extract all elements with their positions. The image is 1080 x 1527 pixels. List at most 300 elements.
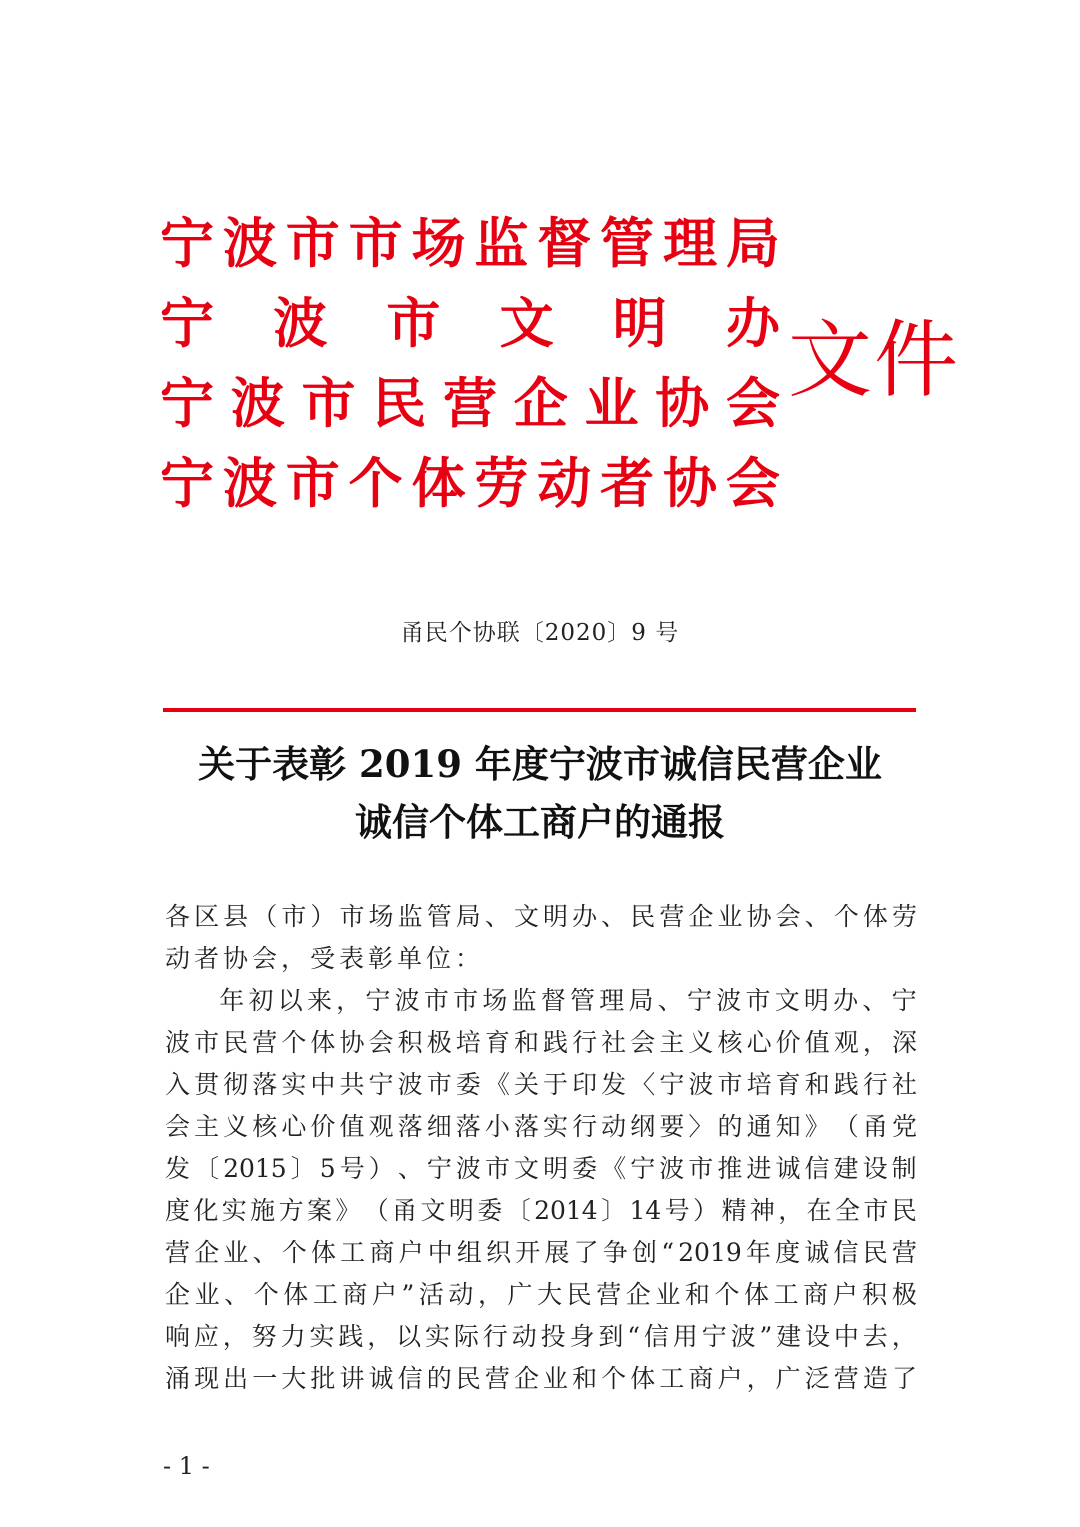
text-glyph: 市 [339, 902, 365, 931]
text-glyph: 宁 [365, 986, 391, 1015]
text-glyph: 行 [572, 1028, 598, 1057]
text-glyph: 市 [745, 986, 771, 1015]
text-glyph: 企 [165, 1280, 191, 1309]
text-glyph: 县 [223, 902, 249, 931]
text-glyph: 企 [194, 1238, 220, 1267]
text-glyph: 去 [862, 1322, 888, 1351]
document-type-label: 文件 [788, 311, 961, 409]
text-glyph: 批 [310, 1364, 336, 1393]
text-glyph: 发 [165, 1154, 191, 1183]
text-glyph: 响 [165, 1322, 191, 1351]
text-glyph: 《 [601, 1154, 627, 1183]
text-glyph: 宁 [160, 212, 214, 275]
text-glyph: 〔 [194, 1154, 220, 1183]
text-glyph: 践 [833, 1070, 859, 1099]
text-glyph: 一 [252, 1364, 278, 1393]
text-glyph: 初 [248, 986, 274, 1015]
text-glyph: ” [401, 1280, 415, 1309]
text-glyph: 值 [804, 1028, 830, 1057]
body-line: 动者协会，受表彰单位： [165, 944, 485, 973]
text-glyph: 协 [339, 1028, 365, 1057]
text-glyph: 体 [283, 1280, 309, 1309]
text-glyph: 、 [224, 1280, 250, 1309]
text-glyph: 实 [221, 1196, 247, 1225]
text-glyph: 市 [301, 372, 356, 435]
text-glyph: 信 [833, 1238, 859, 1267]
text-glyph: 监 [511, 986, 537, 1015]
text-glyph: 和 [572, 1364, 598, 1393]
text-glyph: 义 [688, 1028, 714, 1057]
text-glyph: 波 [394, 986, 420, 1015]
text-glyph: 市 [348, 212, 403, 275]
text-glyph: 社 [601, 1028, 627, 1057]
text-glyph: 波 [397, 1070, 423, 1099]
text-glyph: 应 [193, 1322, 219, 1351]
text-glyph: 发 [601, 1070, 627, 1099]
text-glyph: 工 [773, 1280, 799, 1309]
issuer-line [160, 452, 780, 532]
text-glyph: 深 [891, 1028, 917, 1057]
text-glyph: 核 [717, 1028, 743, 1057]
text-glyph: 委 [455, 1070, 481, 1099]
text-glyph: 市 [453, 986, 479, 1015]
text-glyph: 》 [804, 1112, 830, 1141]
text-glyph: 波 [688, 1070, 714, 1099]
text-glyph: 明 [543, 902, 569, 931]
text-glyph: ， [222, 1322, 248, 1351]
text-glyph: 2015 [223, 1154, 287, 1183]
body-line [165, 1232, 917, 1274]
text-glyph: 个 [253, 1280, 279, 1309]
text-glyph: 营 [596, 1280, 622, 1309]
body-line [165, 1358, 917, 1400]
text-glyph: 实 [543, 1112, 569, 1141]
text-glyph: 育 [484, 1028, 510, 1057]
text-glyph: 民 [372, 372, 427, 435]
text-glyph: 观 [368, 1112, 394, 1141]
text-glyph: 市 [717, 1070, 743, 1099]
text-glyph: 价 [775, 1028, 801, 1057]
text-glyph: 宁 [891, 986, 917, 1015]
text-glyph: 体 [411, 452, 466, 515]
text-glyph: 者 [600, 452, 655, 515]
text-glyph: 市 [484, 1154, 510, 1183]
text-glyph: 甬 [392, 1196, 418, 1225]
text-glyph: 营 [443, 372, 497, 435]
text-glyph: 入 [165, 1070, 191, 1099]
text-glyph: 个 [833, 902, 859, 931]
text-glyph: 全 [835, 1196, 861, 1225]
text-glyph: 宁 [160, 292, 214, 355]
text-glyph: ” [759, 1322, 773, 1351]
text-glyph: 、 [252, 1238, 278, 1267]
text-glyph: ， [477, 1280, 503, 1309]
text-glyph: “ [661, 1238, 674, 1267]
text-glyph: 工 [659, 1364, 685, 1393]
text-glyph: 建 [833, 1154, 859, 1183]
text-glyph: 和 [684, 1280, 710, 1309]
text-glyph: 营 [659, 902, 685, 931]
text-glyph: 争 [602, 1238, 628, 1267]
text-glyph: 力 [280, 1322, 306, 1351]
text-glyph: 心 [281, 1112, 307, 1141]
text-glyph: 业 [194, 1280, 220, 1309]
text-glyph: 织 [486, 1238, 512, 1267]
text-glyph: 宁 [630, 1154, 656, 1183]
text-glyph: 彻 [223, 1070, 249, 1099]
text-glyph: 价 [310, 1112, 336, 1141]
text-glyph: 文 [420, 1196, 446, 1225]
text-glyph: 会 [165, 1112, 191, 1141]
text-glyph: 监 [397, 902, 423, 931]
text-glyph: ） [368, 1154, 394, 1183]
text-glyph: ， [778, 1196, 804, 1225]
text-glyph: 现 [194, 1364, 220, 1393]
text-glyph: 极 [891, 1280, 917, 1309]
text-glyph: ， [746, 1364, 772, 1393]
text-glyph: 明 [803, 986, 829, 1015]
text-glyph: 开 [515, 1238, 541, 1267]
text-glyph: 、 [657, 986, 683, 1015]
text-glyph: 了 [891, 1364, 917, 1393]
text-glyph: 主 [194, 1112, 220, 1141]
text-glyph: 市 [688, 1154, 714, 1183]
text-glyph: 细 [426, 1112, 452, 1141]
text-glyph: 波 [230, 372, 285, 435]
text-glyph: 》 [335, 1196, 361, 1225]
text-glyph: 进 [746, 1154, 772, 1183]
body-line [165, 1148, 917, 1190]
issuer-line [160, 372, 780, 452]
text-glyph: 理 [599, 986, 625, 1015]
body-line [165, 1190, 917, 1232]
text-glyph: 体 [862, 902, 888, 931]
text-glyph: 、 [484, 902, 510, 931]
text-glyph: 纲 [630, 1112, 656, 1141]
text-glyph: 协 [746, 902, 772, 931]
text-glyph: 方 [278, 1196, 304, 1225]
text-glyph: 市 [285, 452, 340, 515]
text-glyph: 局 [628, 986, 654, 1015]
text-glyph: 育 [775, 1070, 801, 1099]
text-glyph: 印 [572, 1070, 598, 1099]
text-glyph: 、 [804, 902, 830, 931]
text-glyph: 商 [803, 1280, 829, 1309]
text-glyph: 年 [745, 1238, 771, 1267]
text-glyph: ） [693, 1196, 719, 1225]
text-glyph: ） [310, 902, 336, 931]
text-glyph: 民 [891, 1196, 917, 1225]
text-glyph: 的 [426, 1364, 452, 1393]
text-glyph: 心 [746, 1028, 772, 1057]
text-glyph: 诚 [804, 1238, 830, 1267]
text-glyph: 通 [746, 1112, 772, 1141]
body-line [165, 896, 917, 938]
text-glyph: （ [833, 1112, 859, 1141]
text-glyph: 施 [250, 1196, 276, 1225]
text-glyph: 市 [281, 902, 307, 931]
text-glyph: 神 [749, 1196, 775, 1225]
text-glyph: 区 [194, 902, 220, 931]
text-glyph: 共 [339, 1070, 365, 1099]
text-glyph: 展 [544, 1238, 570, 1267]
text-glyph: 行 [482, 1322, 508, 1351]
red-divider [163, 708, 916, 712]
body-line [165, 1064, 917, 1106]
text-glyph: 来 [306, 986, 332, 1015]
text-glyph: 各 [165, 902, 191, 931]
text-glyph: 局 [455, 902, 481, 931]
text-glyph: 企 [513, 1364, 539, 1393]
text-glyph: 民 [455, 1364, 481, 1393]
text-glyph: 波 [273, 292, 328, 355]
text-glyph: 督 [540, 986, 566, 1015]
text-glyph: 波 [455, 1154, 481, 1183]
text-glyph: 动 [601, 1112, 627, 1141]
page-number: - 1 - [163, 1452, 210, 1480]
issuer-line [160, 212, 780, 292]
text-glyph: 营 [252, 1028, 278, 1057]
text-glyph: 极 [426, 1028, 452, 1057]
text-glyph: 宁 [160, 452, 214, 515]
title-line-2: 诚信个体工商户的通报 [355, 800, 725, 844]
text-glyph: 泛 [804, 1364, 830, 1393]
body-line [165, 1022, 917, 1064]
text-glyph: 明 [612, 292, 667, 355]
text-glyph: 文 [774, 986, 800, 1015]
text-glyph: 了 [573, 1238, 599, 1267]
text-glyph: 协 [655, 372, 710, 435]
text-glyph: 营 [165, 1238, 191, 1267]
text-glyph: 体 [310, 1238, 336, 1267]
text-glyph: 业 [717, 902, 743, 931]
text-glyph: 值 [339, 1112, 365, 1141]
text-glyph: 以 [277, 986, 303, 1015]
text-glyph: 际 [453, 1322, 479, 1351]
text-glyph: 个 [714, 1280, 740, 1309]
text-glyph: 党 [891, 1112, 917, 1141]
text-glyph: 办 [725, 292, 780, 355]
text-glyph: 实 [281, 1070, 307, 1099]
text-glyph: 度 [775, 1238, 801, 1267]
text-glyph: ， [336, 986, 362, 1015]
text-glyph: 讲 [339, 1364, 365, 1393]
text-glyph: 践 [543, 1028, 569, 1057]
text-glyph: 行 [572, 1112, 598, 1141]
body-line [165, 1316, 917, 1358]
text-glyph: 案 [306, 1196, 332, 1225]
text-glyph: 中 [833, 1322, 859, 1351]
text-glyph: 明 [448, 1196, 474, 1225]
text-glyph: ， [862, 1028, 888, 1057]
text-glyph: 社 [891, 1070, 917, 1099]
text-glyph: 设 [862, 1154, 888, 1183]
text-glyph: 诚 [775, 1154, 801, 1183]
text-glyph: 督 [537, 212, 592, 275]
issuer-block [160, 212, 780, 532]
text-glyph: （ [363, 1196, 389, 1225]
text-glyph: 到 [598, 1322, 624, 1351]
text-glyph: 在 [806, 1196, 832, 1225]
text-glyph: 〉 [688, 1112, 714, 1141]
text-glyph: （ [252, 902, 278, 931]
text-glyph: 〔 [505, 1196, 531, 1225]
text-glyph: 积 [397, 1028, 423, 1057]
text-glyph: 商 [688, 1364, 714, 1393]
text-glyph: 个 [601, 1364, 627, 1393]
text-glyph: 造 [862, 1364, 888, 1393]
text-glyph: 实 [425, 1322, 451, 1351]
text-glyph: 营 [484, 1364, 510, 1393]
text-glyph: ， [367, 1322, 393, 1351]
text-glyph: 努 [251, 1322, 277, 1351]
text-glyph: 践 [338, 1322, 364, 1351]
text-glyph: 办 [833, 986, 859, 1015]
text-glyph: 委 [572, 1154, 598, 1183]
text-glyph: “ [627, 1322, 641, 1351]
text-glyph: 号 [339, 1154, 365, 1183]
text-glyph: 民 [862, 1238, 888, 1267]
text-glyph: 办 [572, 902, 598, 931]
text-glyph: 行 [862, 1070, 888, 1099]
text-glyph: 14 [629, 1196, 662, 1225]
text-glyph: 企 [513, 372, 568, 435]
text-glyph: 知 [775, 1112, 801, 1141]
text-glyph: 会 [775, 902, 801, 931]
text-glyph: 组 [456, 1238, 482, 1267]
text-glyph: 中 [427, 1238, 453, 1267]
text-glyph: 信 [804, 1154, 830, 1183]
text-glyph: 市 [285, 212, 340, 275]
text-glyph: 宁 [426, 1154, 452, 1183]
text-glyph: 精 [721, 1196, 747, 1225]
text-glyph: 制 [891, 1154, 917, 1183]
text-glyph: 业 [655, 1280, 681, 1309]
text-glyph: 劳 [891, 902, 917, 931]
text-glyph: 商 [342, 1280, 368, 1309]
text-glyph: 户 [832, 1280, 858, 1309]
text-glyph: 义 [223, 1112, 249, 1141]
text-glyph: 和 [804, 1070, 830, 1099]
text-glyph: 2019 [678, 1238, 742, 1267]
text-glyph: 动 [511, 1322, 537, 1351]
text-glyph: 化 [193, 1196, 219, 1225]
text-glyph: 中 [310, 1070, 336, 1099]
text-glyph: 〈 [630, 1070, 656, 1099]
text-glyph: 波 [716, 986, 742, 1015]
text-glyph: 理 [663, 212, 717, 275]
text-glyph: 的 [717, 1112, 743, 1141]
text-glyph: 要 [659, 1112, 685, 1141]
document-number: 甬民个协联〔2020〕9 号 [400, 620, 680, 646]
text-glyph: 市 [423, 986, 449, 1015]
indent [165, 980, 215, 1022]
text-glyph: 〕 [601, 1196, 627, 1225]
text-glyph: 广 [775, 1364, 801, 1393]
text-glyph: 广 [507, 1280, 533, 1309]
text-glyph: 甬 [862, 1112, 888, 1141]
text-glyph: 波 [730, 1322, 756, 1351]
text-glyph: 年 [219, 986, 245, 1015]
text-glyph: 民 [630, 902, 656, 931]
text-glyph: 个 [281, 1238, 307, 1267]
text-glyph: 大 [537, 1280, 563, 1309]
text-glyph: 个 [348, 452, 403, 515]
text-glyph: 5 [319, 1154, 336, 1183]
text-glyph: 设 [805, 1322, 831, 1351]
text-glyph: 建 [776, 1322, 802, 1351]
text-glyph: 市 [386, 292, 441, 355]
text-glyph: 动 [448, 1280, 474, 1309]
text-glyph: 、 [601, 902, 627, 931]
body-line [165, 1106, 917, 1148]
text-glyph: 会 [726, 372, 780, 435]
text-glyph: 企 [625, 1280, 651, 1309]
text-glyph: 民 [566, 1280, 592, 1309]
text-glyph: 市 [863, 1196, 889, 1225]
text-glyph: 工 [312, 1280, 338, 1309]
text-glyph: 2014 [534, 1196, 598, 1225]
text-glyph: 信 [397, 1364, 423, 1393]
text-glyph: 身 [569, 1322, 595, 1351]
text-glyph: 民 [223, 1028, 249, 1057]
text-glyph: 营 [833, 1364, 859, 1393]
text-glyph: 局 [725, 212, 780, 275]
text-glyph: 会 [368, 1028, 394, 1057]
body-line [165, 980, 917, 1022]
text-glyph: 管 [600, 212, 655, 275]
text-glyph: 诚 [368, 1364, 394, 1393]
text-glyph: 、 [397, 1154, 423, 1183]
text-glyph: 户 [398, 1238, 424, 1267]
text-glyph: 文 [513, 902, 539, 931]
text-glyph: 个 [281, 1028, 307, 1057]
text-glyph: 营 [891, 1238, 917, 1267]
text-glyph: 推 [717, 1154, 743, 1183]
text-glyph: 宁 [659, 1070, 685, 1099]
text-glyph: 以 [396, 1322, 422, 1351]
text-glyph: 户 [371, 1280, 397, 1309]
text-glyph: 宁 [701, 1322, 727, 1351]
text-glyph: 波 [659, 1154, 685, 1183]
text-glyph: 体 [310, 1028, 336, 1057]
text-glyph: 波 [165, 1028, 191, 1057]
text-glyph: ， [891, 1322, 917, 1351]
text-glyph: 场 [482, 986, 508, 1015]
document-title [0, 735, 1080, 851]
text-glyph: 波 [222, 452, 277, 515]
text-glyph: 大 [281, 1364, 307, 1393]
text-glyph: 投 [540, 1322, 566, 1351]
text-glyph: 落 [397, 1112, 423, 1141]
text-glyph: 场 [411, 212, 466, 275]
text-glyph: 协 [663, 452, 717, 515]
text-glyph: 主 [659, 1028, 685, 1057]
text-glyph: 文 [499, 292, 554, 355]
text-glyph: 体 [630, 1364, 656, 1393]
title-line-1: 关于表彰 2019 年度宁波市诚信民营企业 [198, 742, 882, 786]
text-glyph: 宁 [686, 986, 712, 1015]
text-glyph: 培 [746, 1070, 772, 1099]
text-glyph: 核 [252, 1112, 278, 1141]
text-glyph: 小 [484, 1112, 510, 1141]
text-glyph: 会 [725, 452, 780, 515]
text-glyph: 市 [194, 1028, 220, 1057]
text-glyph: 和 [513, 1028, 539, 1057]
text-glyph: 、 [862, 986, 888, 1015]
text-glyph: 场 [368, 902, 394, 931]
text-glyph: 〕 [290, 1154, 316, 1183]
